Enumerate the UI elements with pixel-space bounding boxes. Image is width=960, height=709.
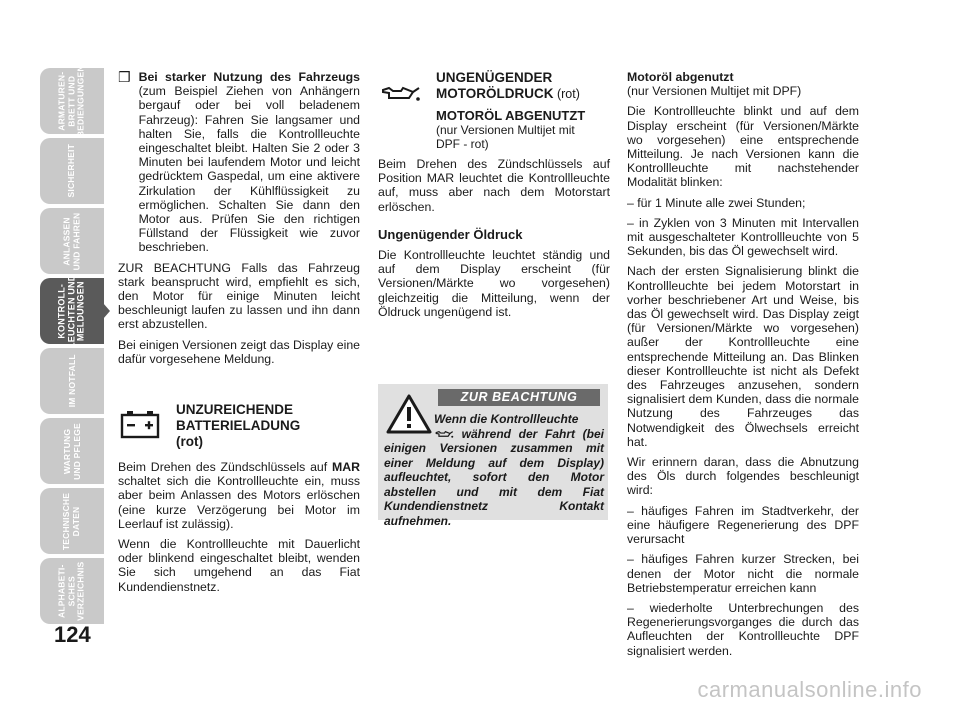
oil-worn-paragraph-2: Nach der ersten Signalisierung blinkt die Kontrollleuchte bei jedem Motorstart in vorher beschriebener Art und Weise, bis das Öl gewechselt wird. Das Display zeigt (für Versionen/Märkte wo vorgesehen) außer der Kontrollleuchte eine entsprechende Mitteilung an. Das Blinken dieser Kontrollleuchte ist nicht als Defekt des Fahrzeuges anzusehen, sondern signalisiert dem Kunden, dass die normale Nutzung des Fahrzeuges das Notwendigkeit des Ölwechsels erreicht hat.	[627, 264, 859, 449]
battery-title-1: UNZUREICHENDE	[176, 402, 294, 418]
bullet-lead: Bei starker Nutzung des Fahrzeugs	[138, 70, 360, 84]
battery-title-3: (rot)	[176, 434, 203, 450]
tab-verzeichnis[interactable]: ALPHABETI- SCHES VERZEICHNIS	[40, 558, 104, 624]
watermark: carmanualsonline.info	[697, 677, 922, 702]
oil-worn-heading: Motoröl abgenutzt	[627, 70, 734, 84]
column-3	[627, 70, 859, 664]
bullet-body: (zum Beispiel Ziehen von Anhängern bergauf oder bei voll beladenem Fahrzeug): Fahren Sie langsamer und halten Sie, falls die Kontrollleuchte eingeschaltet bleibt. Halten Sie 2 oder 3 Minuten bei laufendem Motor und leicht gedrücktem Gaspedal, um eine aktivere Zirkulation der Kühlflüssigkeit zu ermöglichen. Schalten Sie dann den Motor aus. Prüfen Sie den richtigen Füllstand der Flüssigkeit wie zuvor beschrieben.	[138, 84, 360, 255]
oil-pressure-heading: Ungenügender Öldruck	[378, 226, 523, 242]
oil-title-2: MOTORÖLDRUCK	[436, 86, 554, 101]
battery-title-2: BATTERIELADUNG	[176, 418, 301, 434]
tab-technische-daten[interactable]: TECHNISCHE DATEN	[40, 488, 104, 554]
display-note: Bei einigen Versionen zeigt das Display eine dafür vorgesehene Meldung.	[118, 337, 360, 366]
tab-anlassen[interactable]: ANLASSEN UND FAHREN	[40, 208, 104, 274]
oil-can-inline-icon	[384, 427, 454, 441]
caution-box	[378, 384, 608, 528]
list-item: – für 1 Minute alle zwei Stunden;	[627, 195, 806, 210]
list-item: – wiederholte Unterbrechungen des Regenerierungsvorganges die durch das Aufleuchten der Kontrollleuchte DPF signalisiert werden.	[627, 600, 859, 658]
column-2	[378, 70, 610, 325]
oil-sub-note-2: DPF - rot)	[436, 137, 489, 151]
caution-banner: ZUR BEACHTUNG	[438, 389, 600, 406]
tab-im-notfall[interactable]: IM NOTFALL	[40, 348, 104, 414]
tab-wartung[interactable]: WARTUNG UND PFLEGE	[40, 418, 104, 484]
battery-icon	[118, 402, 162, 446]
tab-kontrollleuchten[interactable]: KONTROLL- LEUCHTEN UND MELDUNGEN	[40, 278, 104, 344]
battery-paragraph-2: Wenn die Kontrollleuchte mit Dauerlicht oder blinkend eingeschaltet bleibt, wenden Sie sich umgehend an das Fiat Kundendienstnetz.	[118, 537, 360, 594]
note-paragraph: ZUR BEACHTUNG Falls das Fahrzeug stark beansprucht wird, empfiehlt es sich, den Motor für einige Minuten leicht beschleunigt laufen zu lassen und ihn dann erst abzustellen.	[118, 260, 360, 332]
list-item: – häufiges Fahren kurzer Strecken, bei denen der Motor nicht die normale Betriebstemperatur erreichen kann	[627, 552, 859, 595]
oil-worn-note: (nur Versionen Multijet mit DPF)	[627, 84, 802, 99]
page-number: 124	[54, 622, 91, 647]
oil-worn-paragraph-1: Die Kontrollleuchte blinkt und auf dem Display erscheint (für Versionen/Märkte wo vorgesehen) eine entsprechende Mitteilung. Je nach Versionen kann die Kontrollleuchte mit nachstehender Modalität blinken:	[627, 104, 859, 190]
oil-can-icon	[378, 70, 422, 114]
bullet-icon: ❒	[118, 69, 131, 85]
column-1	[118, 70, 360, 600]
oil-sub-note-1: (nur Versionen Multijet mit	[436, 123, 575, 137]
oil-paragraph-1: Beim Drehen des Zündschlüssels auf Position MAR leuchtet die Kontrollleuchte auf, muss aber nach dem Motorstart erlöschen.	[378, 157, 610, 214]
oil-worn-paragraph-3: Wir erinnern daran, dass die Abnutzung des Öls durch folgendes beschleunigt wird:	[627, 455, 859, 498]
list-item: – häufiges Fahren im Stadtverkehr, der eine häufigere Regenerierung des DPF verursacht	[627, 503, 859, 547]
tab-armaturenbrett[interactable]: ARMATUREN- BRETT UND BEDIENGUNGEN	[40, 68, 104, 134]
oil-pressure-paragraph: Die Kontrollleuchte leuchtet ständig und auf dem Display erscheint (für Versionen/Märkte wo vorgesehen) gleichzeitig die Mitteilung, wenn der Öldruck ungenügend ist.	[378, 248, 610, 319]
battery-paragraph-1: Beim Drehen des Zündschlüssels auf MAR schaltet sich die Kontrollleuchte ein, muss aber beim Anlassen des Motors erlöschen (eine kurze Verzögerung bei Motor im Leerlauf ist zulässig).	[118, 460, 360, 531]
oil-sub-title: MOTORÖL ABGENUTZT	[436, 108, 586, 123]
bullet-item	[118, 70, 360, 255]
caution-text: Wenn die Kontrollleuchte während der Fahrt (bei einigen Versionen zusammen mit einer Meldung auf dem Display) aufleuchtet, sofort den Motor abstellen und mit dem Fiat Kundendienstnetz Kontakt aufnehmen.	[384, 412, 604, 528]
list-item: – in Zyklen von 3 Minuten mit Intervallen mit ausgeschalteter Kontrollleuchte von 5 Sekunden, bis das Öl gewechselt wird.	[627, 215, 859, 259]
oil-header: UNGENÜGENDER MOTORÖLDRUCK (rot) MOTORÖL ABGENUTZT (nur Versionen Multijet mit DPF - rot)	[378, 70, 610, 151]
oil-title-1: UNGENÜGENDER	[436, 70, 553, 85]
battery-header	[118, 402, 360, 450]
active-tab-notch	[103, 303, 110, 319]
tab-sicherheit[interactable]: SICHERHEIT	[40, 138, 104, 204]
